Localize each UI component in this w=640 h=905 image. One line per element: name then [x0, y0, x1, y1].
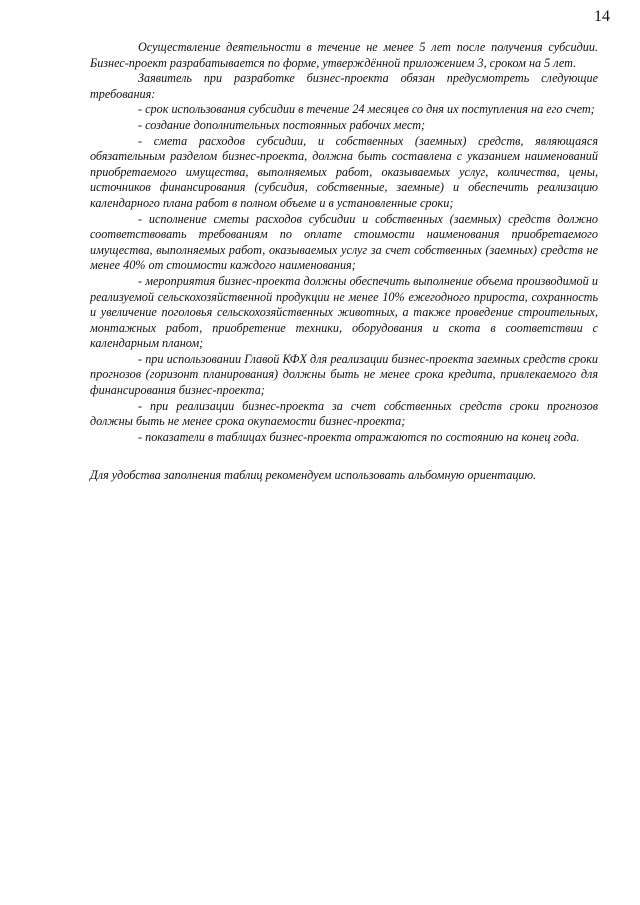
closing-note: Для удобства заполнения таблиц рекомендуем использовать альбомную ориентацию. [90, 468, 537, 483]
list-item-table-indicators: - показатели в таблицах бизнес-проекта отражаются по состоянию на конец года. [138, 429, 580, 444]
list-item-expense-estimate: - смета расходов субсидии, и собственных (заемных) средств, являющаяся обязательным разделом бизнес-проекта, должна быть составлена с указанием наименований приобретаемого имущества, выполняемых работ, оказываемых услуг, количества, цены, источников финансирования (субсидия, собственные, заемные) и обеспечить реализацию календарного плана работ в полном объеме и в установленные сроки; [90, 133, 598, 210]
list-item-new-jobs: - создание дополнительных постоянных рабочих мест; [138, 117, 426, 132]
paragraph-subsidy-period: Осуществление деятельности в течение не менее 5 лет после получения субсидии. Бизнес-проект разрабатывается по форме, утверждённой приложением 3, сроком на 5 лет. [90, 40, 598, 70]
document-body [90, 40, 598, 484]
list-item-borrowed-funds: - при использовании Главой КФХ для реализации бизнес-проекта заемных средств сроки прогнозов (горизонт планирования) должны быть не менее срока кредита, привлекаемого для финансирования бизнес-проекта; [90, 351, 598, 398]
list-item-estimate-execution: - исполнение сметы расходов субсидии и собственных (заемных) средств должно соответствовать требованиям по оплате стоимости наименования приобретаемого имущества, выполняемых работ, оказываемых услуг за счет собственных (заемных) средств не менее 40% от стоимости каждого наименования; [90, 211, 598, 273]
paragraph-requirements-intro: Заявитель при разработке бизнес-проекта обязан предусмотреть следующие требования: [90, 71, 598, 101]
list-item-subsidy-usage-term: - срок использования субсидии в течение 24 месяцев со дня их поступления на его счет; [138, 102, 595, 117]
page-number: 14 [594, 8, 610, 25]
list-item-own-funds: - при реализации бизнес-проекта за счет собственных средств сроки прогнозов должны быть не менее срока окупаемости бизнес-проекта; [90, 398, 598, 429]
list-item-project-activities: - мероприятия бизнес-проекта должны обеспечить выполнение объема производимой и реализуемой сельскохозяйственной продукции не менее 10% ежегодного прироста, сохранность и увеличение поголовья сельскохозяйственных животных, а также проведение строительных, монтажных работ, приобретение техники, оборудования и скота в соответствии с календарным планом; [90, 273, 598, 351]
